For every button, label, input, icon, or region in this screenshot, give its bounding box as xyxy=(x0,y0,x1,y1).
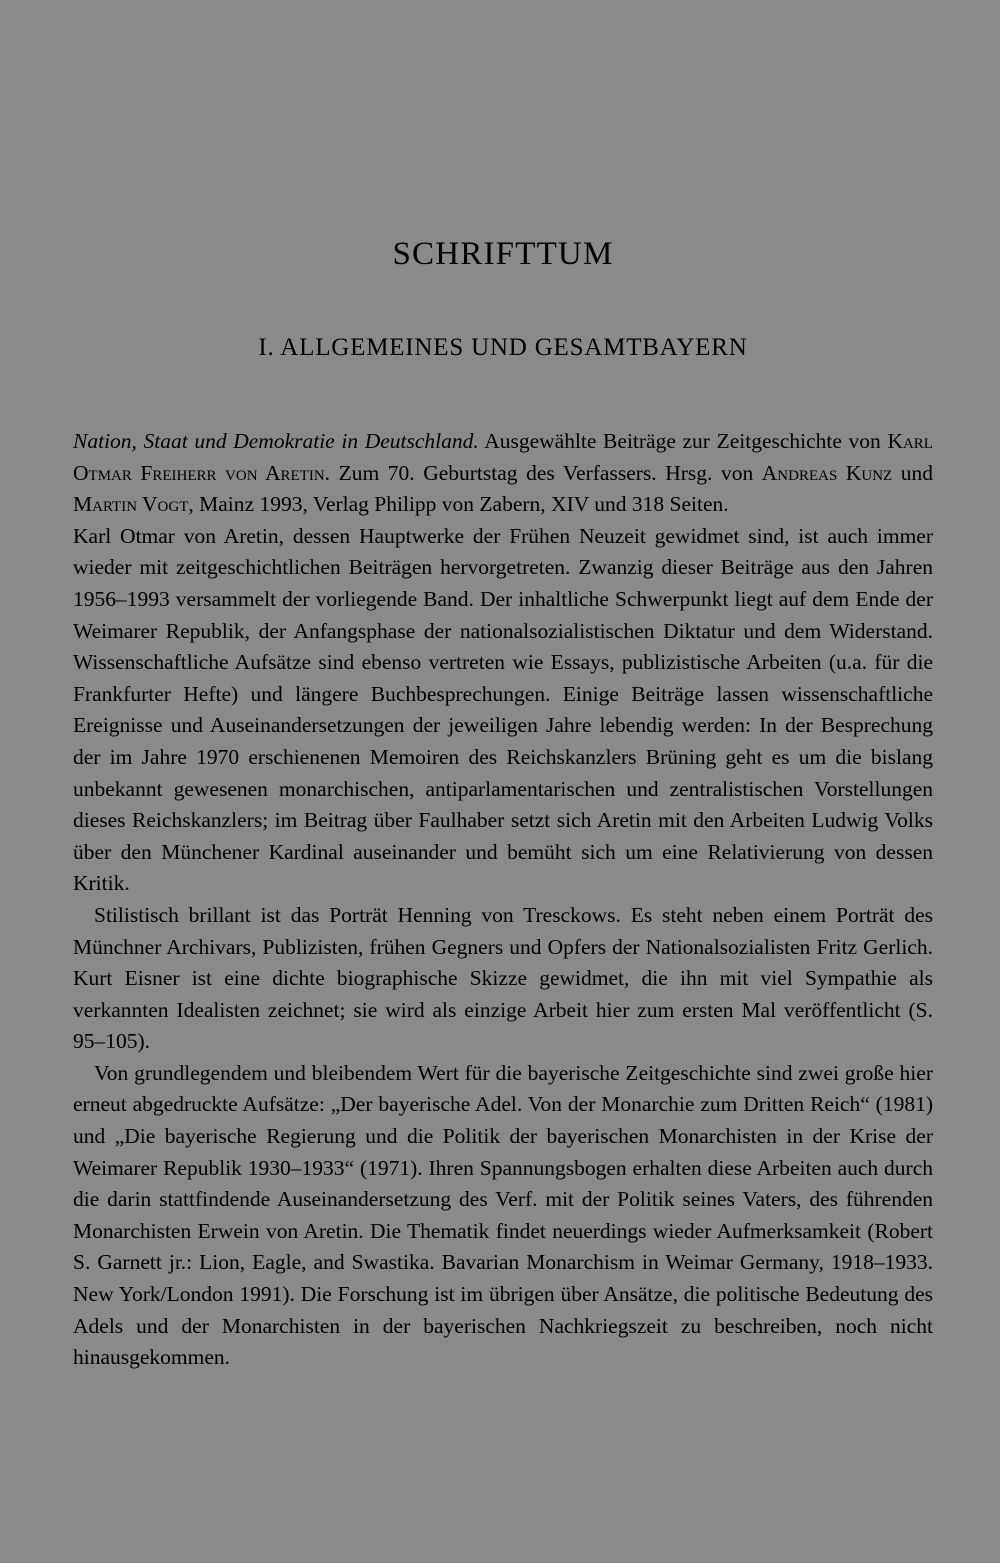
review-paragraph-2: Stilistisch brillant ist das Porträt Henning von Tresckows. Es steht neben einem Porträt des Münchner Archivars, Publizisten, frühen Gegners und Opfers der Nationalsozialisten Fritz Gerlich. Kurt Eisner ist eine dichte biographische Skizze gewidmet, die ihn mit viel Sympathie als verkannten Idealisten zeichnet; sie wird als einzige Arbeit hier zum ersten Mal veröffentlicht (S. 95–105). xyxy=(73,902,933,1054)
document-page xyxy=(73,0,933,1563)
editor-name-1: Andreas Kunz xyxy=(761,460,893,485)
book-title: Nation, Staat und Demokratie in Deutschland. xyxy=(73,429,479,453)
editor-name-2: Martin Vogt xyxy=(73,492,189,517)
review-paragraph-3: Von grundlegendem und bleibendem Wert für die bayerische Zeitgeschichte sind zwei große hier erneut abgedruckte Aufsätze: „Der bayerische Adel. Von der Monarchie zum Dritten Reich“ (1981) und „Die bayerische Regierung und die Politik der bayerischen Monarchisten in der Krise der Weimarer Republik 1930–1933“ (1971). Ihren Spannungsbogen erhalten diese Arbeiten auch durch die darin stattfindende Auseinandersetzung des Verf. mit der Politik seines Vaters, des führenden Monarchisten Erwein von Aretin. Die Thematik findet neuerdings wieder Aufmerksamkeit (Robert S. Garnett jr.: Lion, Eagle, and Swastika. Bavarian Monarchism in Weimar Germany, 1918–1933. New York/London 1991). Die Forschung ist im übrigen über Ansätze, die politische Bedeutung des Adels und der Monarchisten in der bayerischen Nachkriegszeit zu beschreiben, noch nicht hinausgekommen. xyxy=(73,1060,933,1370)
bibliographic-entry xyxy=(73,426,933,521)
citation-text-3: und xyxy=(900,460,934,485)
review-paragraph-1: Karl Otmar von Aretin, dessen Hauptwerke der Frühen Neuzeit gewidmet sind, ist auch immer wieder mit zeitgeschichtlichen Beiträgen hervorgetreten. Zwanzig dieser Beiträge aus den Jahren 1956–1993 versammelt der vorliegende Band. Der inhaltliche Schwerpunkt liegt auf dem Ende der Weimarer Republik, der Anfangsphase der nationalsozialistischen Diktatur und dem Widerstand. Wissenschaftliche Aufsätze sind ebenso vertreten wie Essays, publizistische Arbeiten (u.a. für die Frankfurter Hefte) und längere Buchbesprechungen. Einige Beiträge lassen wissenschaftliche Ereignisse und Auseinandersetzungen der jeweiligen Jahre lebendig werden: In der Besprechung der im Jahre 1970 erschienenen Memoiren des Reichskanzlers Brüning geht es um die bislang unbekannt gewesenen monarchischen, antiparlamentarischen und zentralistischen Vorstellungen dieses Reichskanzlers; im Beitrag über Faulhaber setzt sich Aretin mit den Arbeiten Ludwig Volks über den Münchener Kardinal auseinander und bemüht sich um eine Relativierung von dessen Kritik. xyxy=(73,523,933,896)
citation-text-2: . Zum 70. Geburtstag des Verfassers. Hrsg. von xyxy=(324,460,754,485)
section-heading: I. ALLGEMEINES UND GESAMTBAYERN xyxy=(258,334,748,361)
author-name: Karl Otmar Freiherr von Aretin xyxy=(73,429,933,485)
citation-text-1: Ausgewählte Beiträge zur Zeitgeschichte von xyxy=(484,429,881,453)
citation-text-4: , Mainz 1993, Verlag Philipp von Zabern, XIV und 318 Seiten. xyxy=(188,492,729,517)
page-title: SCHRIFTTUM xyxy=(392,236,614,272)
body-text xyxy=(73,426,933,1374)
